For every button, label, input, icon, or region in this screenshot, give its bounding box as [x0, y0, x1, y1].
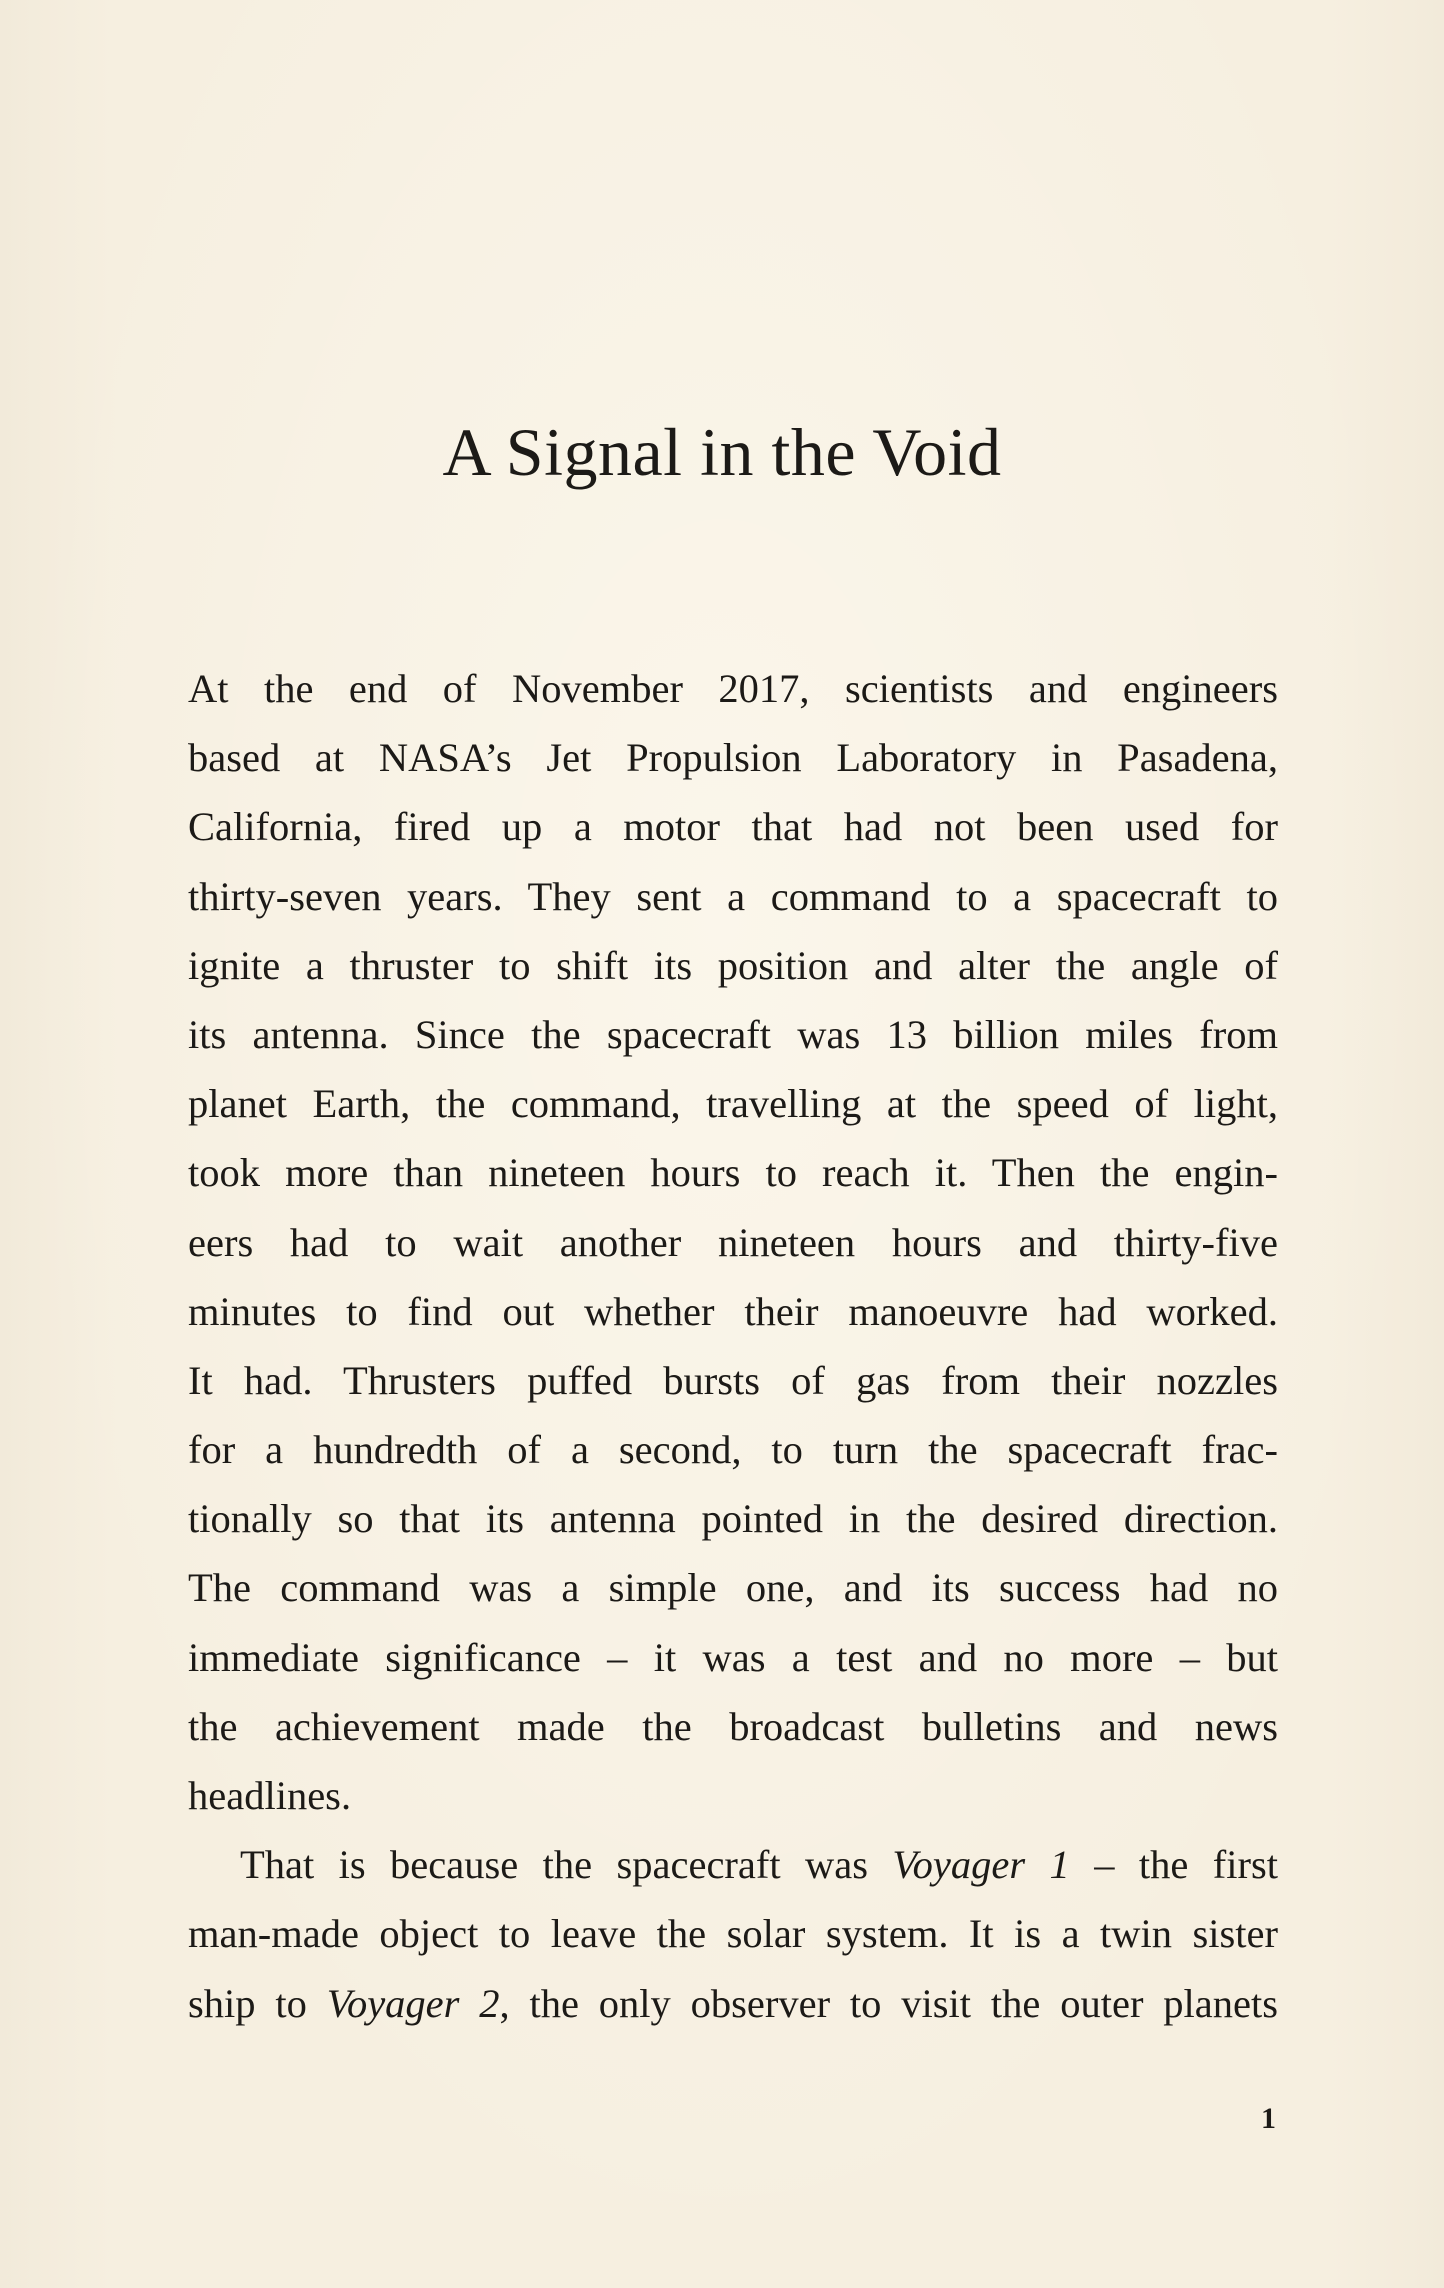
ship-name: Voyager 1	[892, 1842, 1070, 1888]
text-run: ship to	[188, 1980, 327, 2026]
paragraph-1	[188, 654, 1278, 1830]
text-line: man-made object to leave the solar system. It is a twin sister	[188, 1911, 1278, 1957]
body-text	[188, 654, 1278, 2038]
text-line: planet Earth, the command, travelling at the speed of light,	[188, 1081, 1278, 1127]
text-line: thirty-seven years. They sent a command to a spacecraft to	[188, 873, 1278, 919]
text-line: the achievement made the broadcast bulletins and news	[188, 1703, 1278, 1749]
text-line: immediate significance – it was a test and no more – but	[188, 1634, 1278, 1680]
text-line: for a hundredth of a second, to turn the spacecraft frac-	[188, 1427, 1278, 1473]
page-number: 1	[1261, 2102, 1276, 2135]
text-line: eers had to wait another nineteen hours and thirty-five	[188, 1219, 1278, 1265]
text-line	[188, 1830, 1278, 1899]
text-line	[188, 1969, 1278, 2038]
chapter-title: A Signal in the Void	[442, 414, 1002, 490]
paragraph-2	[188, 1830, 1278, 2038]
text-run: , the only observer to visit the outer planets	[499, 1980, 1278, 2026]
text-line: minutes to find out whether their manoeuvre had worked.	[188, 1288, 1278, 1334]
text-run: – the first	[1069, 1842, 1278, 1888]
text-line: The command was a simple one, and its success had no	[188, 1565, 1278, 1611]
text-line: took more than nineteen hours to reach it. Then the engin-	[188, 1150, 1278, 1196]
text-line: based at NASA’s Jet Propulsion Laboratory in Pasadena,	[188, 735, 1278, 781]
text-line: ignite a thruster to shift its position and alter the angle of	[188, 942, 1278, 988]
text-line: At the end of November 2017, scientists and engineers	[188, 666, 1278, 711]
ship-name: Voyager 2	[326, 1980, 500, 2026]
text-line: its antenna. Since the spacecraft was 13 billion miles from	[188, 1011, 1278, 1057]
text-line: It had. Thrusters puffed bursts of gas from their nozzles	[188, 1357, 1278, 1403]
text-run: That is because the spacecraft was	[240, 1842, 893, 1888]
text-line: California, fired up a motor that had not been used for	[188, 804, 1278, 850]
text-line: headlines.	[188, 1773, 352, 1818]
text-line: tionally so that its antenna pointed in the desired direction.	[188, 1496, 1278, 1542]
